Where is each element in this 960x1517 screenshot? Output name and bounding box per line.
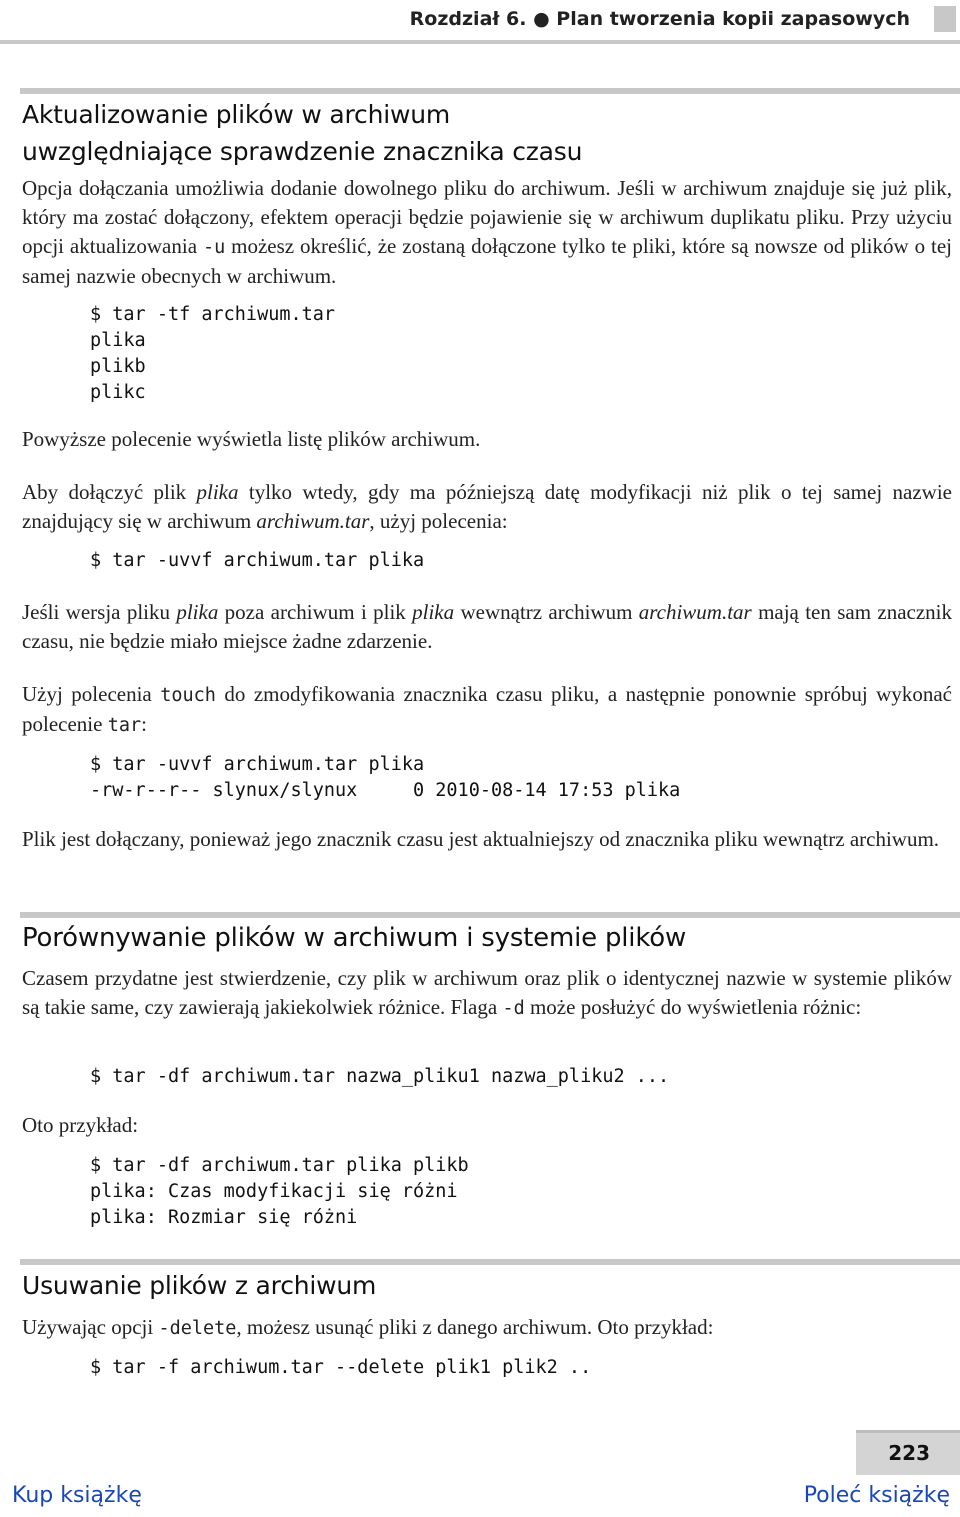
paragraph: Jeśli wersja pliku plika poza archiwum i plik plika wewnątrz archiwum archiwum.tar mają ten sam znacznik czasu, nie będzie miało miejsce żadne zdarzenie.: [22, 600, 952, 653]
paragraph: Aby dołączyć plik plika tylko wtedy, gdy ma późniejszą datę modyfikacji niż plik o tej samej nazwie znajdujący się w archiwum archiwum.tar, użyj polecenia:: [22, 480, 952, 533]
recommend-book-link[interactable]: Poleć książkę: [803, 1483, 950, 1508]
paragraph: Oto przykład:: [22, 1113, 139, 1137]
page-number: 223: [888, 1441, 930, 1465]
paragraph: Używając opcji -delete, możesz usunąć pliki z danego archiwum. Oto przykład:: [22, 1315, 714, 1339]
code-block: $ tar -df archiwum.tar nazwa_pliku1 nazwa_pliku2 ...: [90, 1066, 670, 1087]
code-block: $ tar -tf archiwum.tar plika plikb plikc: [90, 304, 336, 403]
paragraph: Powyższe polecenie wyświetla listę plików archiwum.: [22, 427, 481, 451]
code-block: $ tar -uvvf archiwum.tar plika: [90, 550, 425, 571]
chapter-title: Rozdział 6. ● Plan tworzenia kopii zapasowych: [409, 8, 910, 30]
section-heading-update: Aktualizowanie plików w archiwum uwzględniające sprawdzenie znacznika czasu: [22, 100, 583, 166]
code-block: $ tar -uvvf archiwum.tar plika -rw-r--r-- slynux/slynux 0 2010-08-14 17:53 plika: [90, 754, 681, 801]
running-header: [0, 0, 960, 44]
section-rule: [20, 88, 960, 94]
section-heading-compare: Porównywanie plików w archiwum i systemie plików: [22, 923, 687, 953]
paragraph: Opcja dołączania umożliwia dodanie dowolnego pliku do archiwum. Jeśli w archiwum znajduje się już plik, który ma zostać dołączony, efektem operacji będzie pojawienie się w archiwum duplikatu pliku. Przy użyciu opcji aktualizowania -u możesz określić, że zostaną dołączone tylko te pliki, które są nowsze od plików o tej samej nazwie obecnych w archiwum.: [22, 176, 952, 288]
paragraph: Czasem przydatne jest stwierdzenie, czy plik w archiwum oraz plik o identycznej nazwie w systemie plików są takie same, czy zawierają jakiekolwiek różnice. Flaga -d może posłużyć do wyświetlenia różnic:: [22, 966, 952, 1019]
code-block: $ tar -df archiwum.tar plika plikb plika: Czas modyfikacji się różni plika: Rozmiar się różni: [90, 1155, 469, 1228]
header-tab-marker: [934, 6, 956, 32]
section-rule: [20, 912, 960, 918]
code-block: $ tar -f archiwum.tar --delete plik1 plik2 ..: [90, 1357, 592, 1378]
section-rule: [20, 1259, 960, 1265]
section-heading-delete: Usuwanie plików z archiwum: [22, 1271, 377, 1300]
paragraph: Plik jest dołączany, ponieważ jego znacznik czasu jest aktualniejszy od znacznika pliku wewnątrz archiwum.: [22, 827, 940, 851]
paragraph: Użyj polecenia touch do zmodyfikowania znacznika czasu pliku, a następnie ponownie spróbuj wykonać polecenie tar:: [22, 682, 952, 736]
inline-code: -u: [202, 237, 226, 258]
buy-book-link[interactable]: Kup książkę: [12, 1483, 142, 1508]
